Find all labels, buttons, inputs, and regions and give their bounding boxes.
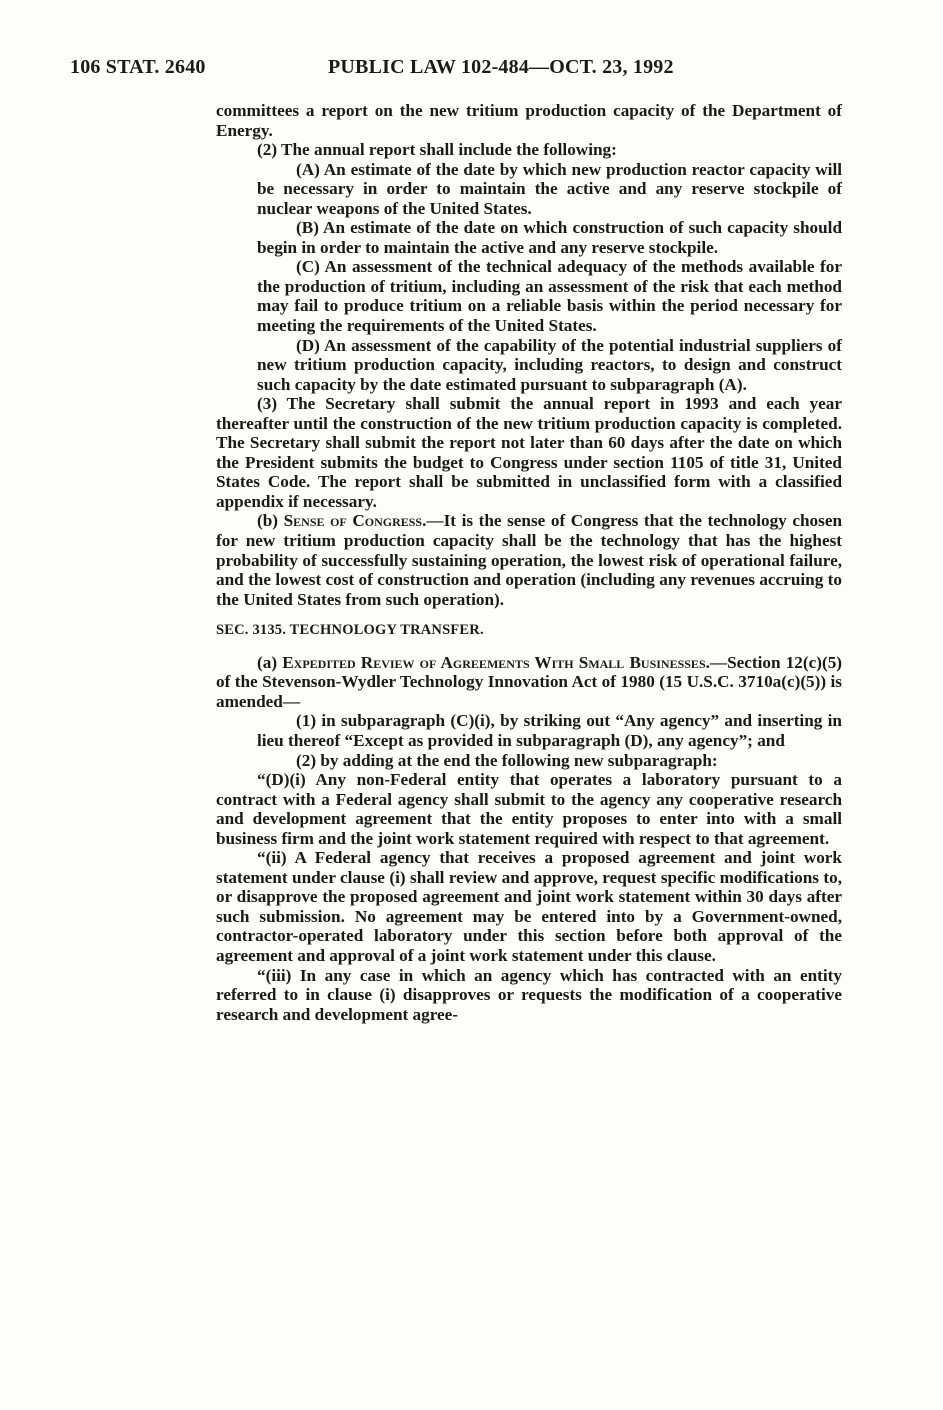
page-header <box>70 56 870 86</box>
subsection-label: (b) <box>257 511 279 531</box>
amendment-2: (2) by adding at the end the following new subparagraph: <box>296 750 718 770</box>
subsection-heading: Expedited Review of Agreements With Small Businesses <box>282 652 706 672</box>
subparagraph-c: (C) An assessment of the technical adequacy of the methods available for the production of tritium, including an assessment of the risk that each method may fail to produce tritium on a reliable basis within the period necessary for meeting the requirements of the United States. <box>257 257 842 336</box>
public-law-citation: PUBLIC LAW 102-484—OCT. 23, 1992 <box>328 56 674 78</box>
subparagraph-a: (A) An estimate of the date by which new production reactor capacity will be necessary in order to maintain the active and any reserve stockpile of nuclear weapons of the United States. <box>257 159 842 218</box>
statute-page-number: 106 STAT. 2640 <box>70 56 206 78</box>
subsection-text: .—It is the sense of Congress that the technology chosen for new tritium production capacity shall be the technology that has the highest probability of successfully sustaining operation, the lowest risk of operational failure, and the lowest cost of construction and operation (including any revenues accruing to the United States from such operation). <box>216 511 843 609</box>
paragraph-3-submission: (3) The Secretary shall submit the annual report in 1993 and each year thereafter until the construction of the new tritium production capacity is completed. The Secretary shall submit the report not later than 60 days after the date on which the President submits the budget to Congress under section 1105 of title 31, United States Code. The report shall be submitted in unclassified form with a classified appendix if necessary. <box>216 394 842 511</box>
document-body <box>216 101 842 1024</box>
section-heading: SEC. 3135. TECHNOLOGY TRANSFER. <box>216 622 484 639</box>
subparagraph-b: (B) An estimate of the date on which construction of such capacity should begin in order to maintain the active and any reserve stockpile. <box>257 218 842 257</box>
subsection-label: (a) <box>257 652 278 672</box>
subsection-b-sense-of-congress <box>216 511 842 609</box>
quoted-clause-ii: “(ii) A Federal agency that receives a proposed agreement and joint work statement under clause (i) shall review and approve, request specific modifications to, or disapprove the proposed agreement and joint work statement within 30 days after such submission. No agreement may be entered into by a Government-owned, contractor-operated laboratory under this section before both approval of the agreement and approval of a joint work statement under this clause. <box>216 848 842 965</box>
paragraph-report-continuation: committees a report on the new tritium production capacity of the Department of Energy. <box>216 101 842 140</box>
subsection-a-expedited-review <box>216 653 842 712</box>
paragraph-2-annual-report: (2) The annual report shall include the following: <box>257 140 617 160</box>
quoted-clause-iii: “(iii) In any case in which an agency which has contracted with an entity referred to in clause (i) disapproves or requests the modification of a cooperative research and development agree- <box>216 965 842 1024</box>
amendment-1: (1) in subparagraph (C)(i), by striking out “Any agency” and inserting in lieu thereof “Except as provided in subparagraph (D), any agency”; and <box>257 711 842 750</box>
subsection-heading: Sense of Congress <box>283 511 423 531</box>
quoted-clause-d-i: “(D)(i) Any non-Federal entity that operates a laboratory pursuant to a contract with a Federal agency shall submit to the agency any cooperative research and development agreement that the entity proposes to enter into with a small business firm and the joint work statement required with respect to that agreement. <box>216 770 842 848</box>
subsection-text: .—Section 12(c)(5) of the Stevenson-Wydler Technology Innovation Act of 1980 (15 U.S.C. 3710a(c)(5)) is amended— <box>216 652 843 711</box>
subparagraph-d: (D) An assessment of the capability of the potential industrial suppliers of new tritium production capacity, including reactors, to design and construct such capacity by the date estimated pursuant to subparagraph (A). <box>257 335 842 394</box>
